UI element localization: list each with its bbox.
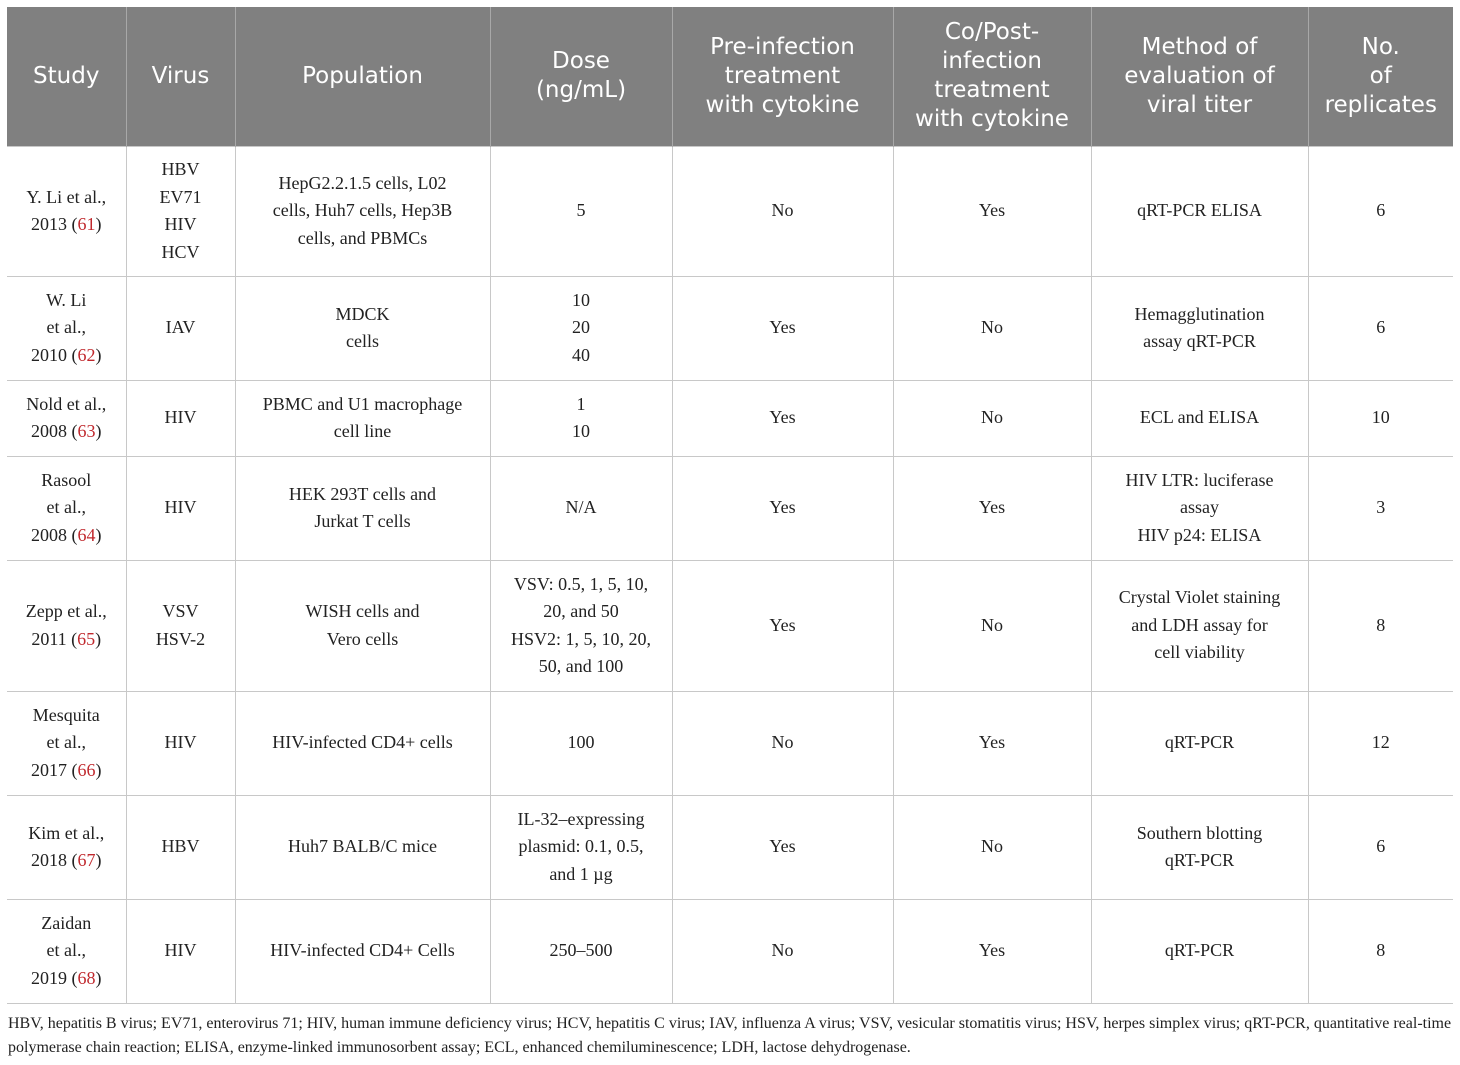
cell-pre-infection: Yes <box>672 380 893 456</box>
table-row <box>7 691 1453 795</box>
reference-link[interactable]: 67 <box>77 850 96 870</box>
cell-line: Population <box>302 62 423 89</box>
cell-line: cells, Huh7 cells, Hep3B <box>272 200 453 221</box>
study-text: Mesquita <box>32 704 100 725</box>
cell-line: with cytokine <box>915 106 1069 133</box>
cell-study <box>7 276 126 380</box>
table-row <box>7 276 1453 380</box>
cell-line: assay <box>1180 497 1219 518</box>
cell-line: qRT-PCR ELISA <box>1137 200 1262 221</box>
cell-virus <box>126 146 235 276</box>
header-number-of-replicates <box>1308 7 1453 146</box>
cell-virus <box>126 560 235 691</box>
cell-line <box>15 314 118 342</box>
cell-line: PBMC and U1 macrophage <box>262 393 463 414</box>
cell-method <box>1091 560 1308 691</box>
cell-line: 40 <box>572 344 590 365</box>
table-row <box>7 380 1453 456</box>
cell-virus <box>126 691 235 795</box>
cell-line: IAV <box>165 317 196 338</box>
study-text: 2017 <box>31 759 67 780</box>
cell-pre-infection: Yes <box>672 276 893 380</box>
reference-link[interactable]: 66 <box>77 759 96 780</box>
cell-pre-infection: Yes <box>672 456 893 560</box>
cell-line: 2010 (62) <box>31 344 102 365</box>
cell-line <box>15 598 118 626</box>
cell-line: HIV <box>164 214 197 234</box>
cell-population <box>235 560 490 691</box>
cell-line: with cytokine <box>705 91 860 118</box>
cell-replicates: 12 <box>1308 691 1453 795</box>
cell-line: of <box>1369 62 1392 89</box>
cell-line: Hemagglutination <box>1134 303 1265 324</box>
study-text: Rasool <box>41 469 92 490</box>
cell-line: HCV <box>161 241 200 262</box>
header-virus <box>126 7 235 146</box>
cell-line: (ng/mL) <box>535 77 627 104</box>
cell-line: 20 <box>572 317 590 338</box>
cell-replicates: 3 <box>1308 456 1453 560</box>
cell-line: 2019 (68) <box>31 967 102 988</box>
table-row <box>7 146 1453 276</box>
cell-line: Vero cells <box>326 628 399 649</box>
cell-virus <box>126 380 235 456</box>
cell-population <box>235 795 490 899</box>
cell-line <box>15 937 118 965</box>
cell-virus <box>126 456 235 560</box>
cell-line <box>15 910 118 938</box>
cell-line: Co/Post- <box>944 19 1040 46</box>
cell-co-post-infection: No <box>893 276 1091 380</box>
cell-line <box>15 702 118 730</box>
cell-population <box>235 456 490 560</box>
cell-line: evaluation of <box>1124 62 1275 89</box>
table-row <box>7 795 1453 899</box>
cell-population <box>235 899 490 1003</box>
cell-pre-infection: No <box>672 899 893 1003</box>
study-text: 2008 <box>31 421 67 441</box>
cell-line <box>15 820 118 848</box>
cell-co-post-infection: Yes <box>893 899 1091 1003</box>
header-dose <box>490 7 672 146</box>
cell-replicates: 10 <box>1308 380 1453 456</box>
cell-dose <box>490 276 672 380</box>
cytokine-antiviral-studies-table <box>7 7 1453 1004</box>
cell-method <box>1091 456 1308 560</box>
cell-line: viral titer <box>1146 91 1253 118</box>
cell-line: 2008 (64) <box>31 524 102 545</box>
cell-method <box>1091 691 1308 795</box>
reference-link[interactable]: 68 <box>77 967 96 988</box>
cell-co-post-infection: Yes <box>893 146 1091 276</box>
study-text: et al., <box>46 940 86 961</box>
cell-line: Study <box>33 62 100 89</box>
cell-line: qRT-PCR <box>1164 850 1235 870</box>
cell-dose <box>490 380 672 456</box>
header-population <box>235 7 490 146</box>
cell-line: Jurkat T cells <box>314 511 411 531</box>
cell-line: 20, and 50 <box>543 601 619 621</box>
cell-line: cells <box>346 331 379 351</box>
header-pre-infection-treatment <box>672 7 893 146</box>
cell-line: 1 <box>576 393 586 414</box>
cell-line: cell viability <box>1154 642 1245 663</box>
study-text: 2011 <box>31 628 67 649</box>
cell-line: VSV <box>162 601 199 621</box>
cell-line: qRT-PCR <box>1164 940 1235 961</box>
cell-line: cell line <box>333 421 392 441</box>
cell-method <box>1091 380 1308 456</box>
cell-line: Pre-infection <box>710 33 855 60</box>
cell-line: MDCK <box>335 303 390 324</box>
cell-method <box>1091 795 1308 899</box>
header-method-of-evaluation <box>1091 7 1308 146</box>
cell-pre-infection: No <box>672 691 893 795</box>
cell-line <box>15 391 118 419</box>
study-text: Y. Li et al., <box>26 186 107 207</box>
cell-pre-infection: Yes <box>672 795 893 899</box>
cell-study <box>7 899 126 1003</box>
cell-line: infection <box>942 48 1042 75</box>
cell-line: qRT-PCR <box>1164 732 1235 753</box>
cell-line: HIV <box>164 732 197 753</box>
cell-dose <box>490 560 672 691</box>
cell-line: Virus <box>151 62 210 89</box>
header-study <box>7 7 126 146</box>
cell-replicates: 8 <box>1308 560 1453 691</box>
study-text: 2013 <box>31 214 67 234</box>
cell-line: 10 <box>572 421 590 441</box>
cell-virus <box>126 276 235 380</box>
cell-line: treatment <box>724 62 841 89</box>
cell-virus <box>126 795 235 899</box>
cell-line <box>15 729 118 757</box>
cell-line: ECL and ELISA <box>1139 407 1260 428</box>
study-text: 2008 <box>31 524 67 545</box>
cell-population <box>235 276 490 380</box>
cell-line: HIV <box>164 497 197 518</box>
study-text: W. Li <box>46 289 87 310</box>
reference-link[interactable]: 63 <box>77 421 96 441</box>
cell-line: EV71 <box>159 186 202 207</box>
table-footnote: HBV, hepatitis B virus; EV71, enterovirus 71; HIV, human immune deficiency virus; HCV, hepatitis C virus; IAV, influenza A virus; VSV, vesicular stomatitis virus; HSV, herpes simplex virus; qRT-PCR, quantitative real-time polymerase chain reaction; ELISA, enzyme-linked immunosorbent assay; ECL, enhanced chemiluminescence; LDH, lactose dehydrogenase. <box>8 1015 1452 1056</box>
cell-method <box>1091 146 1308 276</box>
cell-replicates: 6 <box>1308 146 1453 276</box>
study-text: 2019 <box>31 967 67 988</box>
cell-line <box>15 287 118 315</box>
cell-line <box>15 467 118 495</box>
table-header-row <box>7 7 1453 146</box>
cell-line: HIV-infected CD4+ Cells <box>270 940 455 961</box>
cell-pre-infection: Yes <box>672 560 893 691</box>
reference-link[interactable]: 65 <box>77 628 96 649</box>
cell-line: HEK 293T cells and <box>288 483 437 504</box>
cell-study <box>7 795 126 899</box>
cell-line: 2008 (63) <box>31 421 102 441</box>
cell-line <box>15 184 118 212</box>
cell-line: Dose <box>552 48 610 75</box>
cell-co-post-infection: No <box>893 560 1091 691</box>
study-text: et al., <box>46 732 86 753</box>
cell-line: Huh7 BALB/C mice <box>288 836 437 857</box>
cell-line: WISH cells and <box>305 601 420 621</box>
cell-co-post-infection: No <box>893 795 1091 899</box>
study-text: et al., <box>46 317 86 338</box>
cell-line: HBV <box>161 159 200 179</box>
cell-line: HSV-2 <box>155 628 206 649</box>
cell-study <box>7 560 126 691</box>
reference-link[interactable]: 64 <box>77 524 96 545</box>
study-text: Zepp et al., <box>25 601 107 621</box>
cell-line: HSV2: 1, 5, 10, 20, <box>510 628 651 649</box>
cell-study <box>7 456 126 560</box>
cell-line: HBV <box>161 836 200 857</box>
cell-line: replicates <box>1324 91 1437 118</box>
reference-link[interactable]: 62 <box>77 344 96 365</box>
header-co-post-infection-treatment <box>893 7 1091 146</box>
study-text: Zaidan <box>41 912 92 933</box>
cell-line: Crystal Violet staining <box>1118 587 1281 608</box>
cell-dose <box>490 899 672 1003</box>
cell-co-post-infection: Yes <box>893 456 1091 560</box>
cell-dose <box>490 795 672 899</box>
cell-line: 50, and 100 <box>538 656 624 676</box>
cell-line: 250–500 <box>549 940 613 961</box>
cell-line: 2011 (65) <box>31 628 102 649</box>
cell-line: treatment <box>934 77 1050 104</box>
cell-line: HIV <box>164 940 197 961</box>
study-text: Kim et al., <box>28 822 105 843</box>
cell-replicates: 8 <box>1308 899 1453 1003</box>
cell-line: HIV-infected CD4+ cells <box>272 732 453 753</box>
cell-line: assay qRT-PCR <box>1143 331 1256 351</box>
cell-study <box>7 146 126 276</box>
cell-line: Method of <box>1141 33 1258 60</box>
cell-method <box>1091 276 1308 380</box>
cell-line: Southern blotting <box>1136 822 1263 843</box>
cell-line: HIV LTR: luciferase <box>1125 469 1274 490</box>
cell-line: HIV p24: ELISA <box>1137 524 1262 545</box>
cell-co-post-infection: Yes <box>893 691 1091 795</box>
cell-dose <box>490 456 672 560</box>
cell-dose <box>490 691 672 795</box>
study-text: 2010 <box>31 344 67 365</box>
cell-line: VSV: 0.5, 1, 5, 10, <box>513 573 649 594</box>
cell-population <box>235 691 490 795</box>
cell-line: No. <box>1361 33 1400 60</box>
cell-line: HIV <box>164 407 197 428</box>
cell-population <box>235 380 490 456</box>
reference-link[interactable]: 61 <box>77 214 96 234</box>
cell-line: cells, and PBMCs <box>297 227 428 248</box>
cell-line: plasmid: 0.1, 0.5, <box>518 836 644 857</box>
cell-method <box>1091 899 1308 1003</box>
cell-study <box>7 380 126 456</box>
study-text: et al., <box>46 497 86 518</box>
table-row <box>7 456 1453 560</box>
cell-line: 2018 (67) <box>31 850 102 870</box>
cell-virus <box>126 899 235 1003</box>
cell-replicates: 6 <box>1308 795 1453 899</box>
cell-line: N/A <box>565 497 597 518</box>
table-body <box>7 146 1453 1003</box>
cell-study <box>7 691 126 795</box>
cell-line <box>15 494 118 522</box>
cell-line: HepG2.2.1.5 cells, L02 <box>278 172 447 193</box>
cell-line: 5 <box>576 200 586 221</box>
cell-line: 2017 (66) <box>31 759 102 780</box>
study-text: 2018 <box>31 850 67 870</box>
cell-line: and 1 µg <box>549 863 613 884</box>
cell-line: 10 <box>572 289 590 310</box>
cell-co-post-infection: No <box>893 380 1091 456</box>
cell-pre-infection: No <box>672 146 893 276</box>
cell-line: 100 <box>567 732 595 753</box>
table-row <box>7 560 1453 691</box>
cell-population <box>235 146 490 276</box>
cell-line: IL-32–expressing <box>517 808 645 829</box>
cell-line: and LDH assay for <box>1131 614 1268 635</box>
table-row <box>7 899 1453 1003</box>
cell-line: 2013 (61) <box>31 214 102 234</box>
cell-dose <box>490 146 672 276</box>
study-text: Nold et al., <box>26 393 107 414</box>
cell-replicates: 6 <box>1308 276 1453 380</box>
